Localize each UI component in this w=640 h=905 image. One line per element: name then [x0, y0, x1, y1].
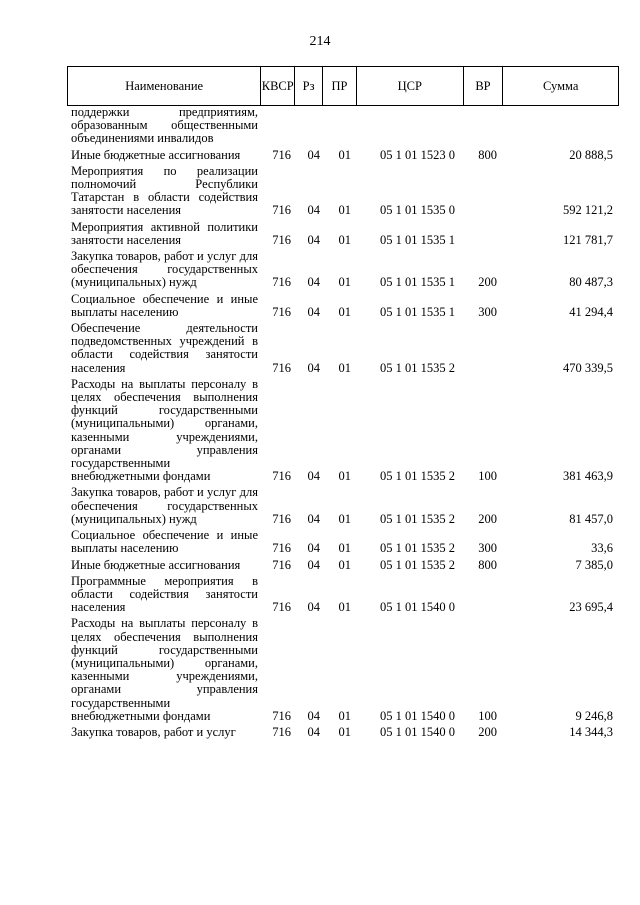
row-vr: 200 [478, 511, 497, 526]
table-row [67, 559, 619, 572]
row-vr: 200 [478, 275, 497, 290]
row-name: Закупка товаров, работ и услуг для обеспечения государственных (муниципальных) нужд [71, 485, 258, 526]
table-row [67, 726, 619, 739]
row-vr: 100 [478, 469, 497, 484]
row-sum: 9 246,8 [575, 708, 613, 723]
header-rz: Рз [294, 67, 322, 105]
row-sum: 470 339,5 [563, 360, 613, 375]
row-kvsr: 716 [272, 469, 291, 484]
row-rz: 04 [307, 304, 320, 319]
row-name: Социальное обеспечение и иные выплаты населению [71, 291, 258, 319]
row-name: Иные бюджетные ассигнования [71, 557, 241, 572]
header-csr: ЦСР [356, 67, 463, 105]
row-kvsr: 716 [272, 541, 291, 556]
row-csr: 05 1 01 1535 2 [380, 511, 455, 526]
row-vr: 300 [478, 304, 497, 319]
row-name: Социальное обеспечение и иные выплаты населению [71, 528, 258, 556]
page-number: 214 [309, 34, 331, 49]
table-row [67, 250, 619, 290]
row-rz: 04 [307, 724, 320, 739]
row-csr: 05 1 01 1535 1 [380, 232, 455, 247]
row-pr: 01 [338, 147, 351, 162]
row-sum: 33,6 [591, 541, 613, 556]
row-pr: 01 [338, 600, 351, 615]
header-pr: ПР [322, 67, 356, 105]
row-name: Обеспечение деятельности подведомственных учреждений в области содействия занятости населения [71, 321, 258, 375]
row-rz: 04 [307, 708, 320, 723]
row-name: Расходы на выплаты персоналу в целях обеспечения выполнения функций государственными (муниципальными) органами, казенными учреждениями, органами управления государственными внебюджетными фондами [71, 376, 258, 484]
row-vr: 200 [478, 724, 497, 739]
row-csr: 05 1 01 1540 0 [380, 708, 455, 723]
row-name: Программные мероприятия в области содействия занятости населения [71, 573, 258, 615]
row-pr: 01 [338, 708, 351, 723]
row-rz: 04 [307, 232, 320, 247]
row-pr: 01 [338, 511, 351, 526]
row-csr: 05 1 01 1535 2 [380, 469, 455, 484]
row-csr: 05 1 01 1523 0 [380, 147, 455, 162]
table-row [67, 322, 619, 375]
table-row [67, 221, 619, 247]
row-sum: 81 457,0 [569, 511, 613, 526]
budget-table [67, 66, 619, 739]
row-kvsr: 716 [272, 275, 291, 290]
table-row [67, 149, 619, 162]
table-row [67, 486, 619, 526]
row-sum: 14 344,3 [569, 724, 613, 739]
row-pr: 01 [338, 724, 351, 739]
row-kvsr: 716 [272, 724, 291, 739]
row-kvsr: 716 [272, 304, 291, 319]
row-pr: 01 [338, 360, 351, 375]
row-sum: 592 121,2 [563, 203, 613, 218]
table-row [67, 617, 619, 723]
row-vr: 300 [478, 541, 497, 556]
row-kvsr: 716 [272, 360, 291, 375]
row-rz: 04 [307, 600, 320, 615]
row-rz: 04 [307, 147, 320, 162]
row-pr: 01 [338, 203, 351, 218]
row-name: Расходы на выплаты персоналу в целях обеспечения выполнения функций государственными (муниципальными) органами, казенными учреждениями, органами управления государственными внебюджетными фондами [71, 616, 258, 723]
row-sum: 20 888,5 [569, 147, 613, 162]
row-sum: 121 781,7 [563, 232, 613, 247]
row-pr: 01 [338, 541, 351, 556]
row-kvsr: 716 [272, 147, 291, 162]
row-name: Закупка товаров, работ и услуг для обеспечения государственных (муниципальных) нужд [71, 249, 258, 290]
row-name: Мероприятия по реализации полномочий Республики Татарстан в области содействия занятости населения [71, 163, 258, 218]
row-kvsr: 716 [272, 557, 291, 572]
table-row [67, 165, 619, 218]
row-sum: 41 294,4 [569, 304, 613, 319]
header-sum: Сумма [502, 67, 618, 105]
row-name: Закупка товаров, работ и услуг [71, 724, 236, 739]
header-name: Наименование [125, 78, 204, 93]
row-name: Мероприятия активной политики занятости населения [71, 219, 258, 247]
row-sum: 23 695,4 [569, 600, 613, 615]
row-pr: 01 [338, 304, 351, 319]
row-rz: 04 [307, 557, 320, 572]
row-pr: 01 [338, 469, 351, 484]
row-kvsr: 716 [272, 511, 291, 526]
row-name: поддержки предприятиям, образованным общественными объединениями инвалидов [71, 105, 258, 146]
table-row [67, 529, 619, 555]
row-sum: 80 487,3 [569, 275, 613, 290]
row-kvsr: 716 [272, 600, 291, 615]
row-rz: 04 [307, 469, 320, 484]
row-csr: 05 1 01 1535 0 [380, 203, 455, 218]
row-sum: 381 463,9 [563, 469, 613, 484]
header-vr: ВР [463, 67, 503, 105]
table-row [67, 106, 619, 146]
row-csr: 05 1 01 1535 1 [380, 304, 455, 319]
row-csr: 05 1 01 1535 1 [380, 275, 455, 290]
row-csr: 05 1 01 1535 2 [380, 360, 455, 375]
table-header [67, 66, 619, 106]
row-rz: 04 [307, 275, 320, 290]
row-csr: 05 1 01 1535 2 [380, 557, 455, 572]
table-body [67, 106, 619, 739]
row-kvsr: 716 [272, 232, 291, 247]
row-name: Иные бюджетные ассигнования [71, 147, 241, 162]
row-csr: 05 1 01 1540 0 [380, 724, 455, 739]
row-csr: 05 1 01 1535 2 [380, 541, 455, 556]
header-kvsr: КВСР [260, 67, 294, 105]
row-csr: 05 1 01 1540 0 [380, 600, 455, 615]
row-sum: 7 385,0 [575, 557, 613, 572]
row-rz: 04 [307, 511, 320, 526]
row-rz: 04 [307, 360, 320, 375]
row-pr: 01 [338, 275, 351, 290]
table-row [67, 378, 619, 484]
row-kvsr: 716 [272, 203, 291, 218]
row-rz: 04 [307, 203, 320, 218]
row-vr: 100 [478, 708, 497, 723]
row-pr: 01 [338, 557, 351, 572]
row-vr: 800 [478, 147, 497, 162]
row-rz: 04 [307, 541, 320, 556]
table-row [67, 575, 619, 615]
row-pr: 01 [338, 232, 351, 247]
row-kvsr: 716 [272, 708, 291, 723]
row-vr: 800 [478, 557, 497, 572]
table-row [67, 293, 619, 319]
